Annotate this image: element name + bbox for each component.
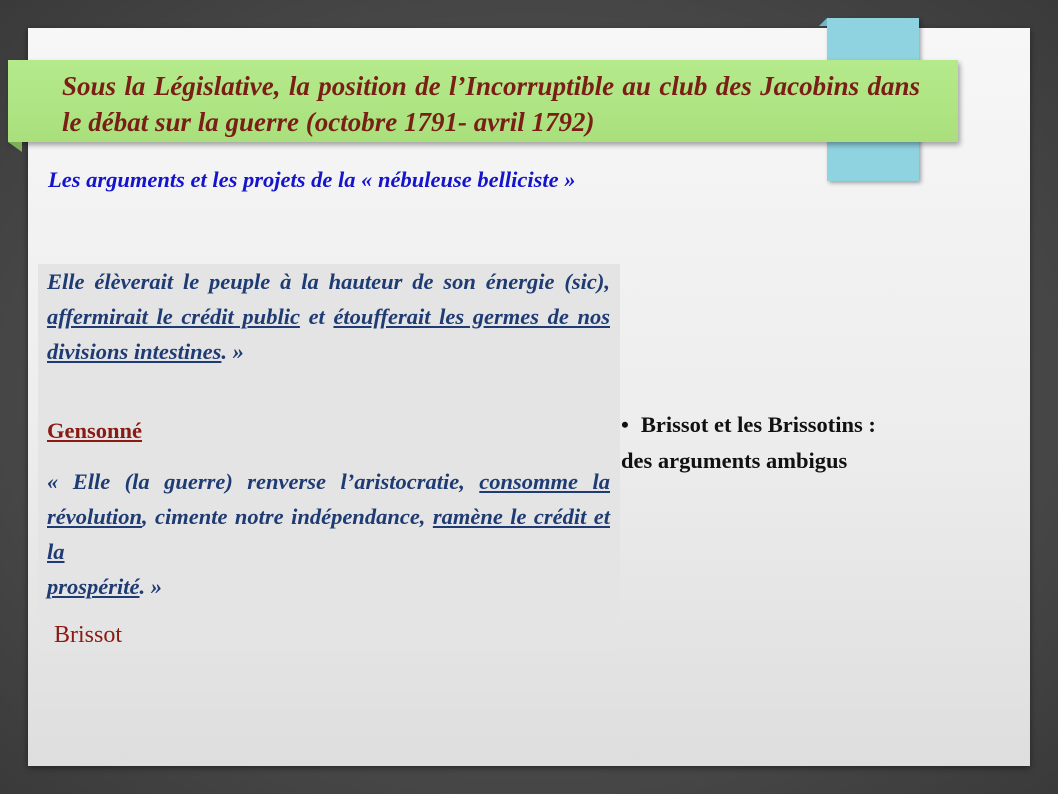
bullet-dot-icon: • — [621, 412, 629, 437]
bullet-line-1-text: Brissot et les Brissotins : — [640, 412, 876, 437]
quote-brissot-end — [47, 569, 610, 604]
bullet-point — [621, 407, 981, 479]
slide-title: Sous la Législative, la position de l’Incorruptible au club des Jacobins dans le débat sur la guerre (octobre 1791- avril 1792) — [62, 71, 920, 137]
speaker-brissot: Brissot — [54, 622, 123, 648]
bullet-line-2: des arguments ambigus — [621, 448, 848, 473]
quote-gensonne-underlined-2: étoufferait les germes de nos divisions intestines — [47, 304, 610, 364]
quote-gensonne — [47, 264, 610, 369]
quote-brissot-underlined-1: consomme la révolution — [47, 469, 610, 529]
slide-subtitle: Les arguments et les projets de la « nébuleuse belliciste » — [48, 167, 576, 192]
speaker-gensonne: Gensonné — [47, 418, 143, 443]
quote-gensonne-text-2: et — [299, 304, 334, 329]
quote-brissot-text-2: , cimente notre indépendance, — [142, 504, 433, 529]
quote-brissot-text-3: . » — [139, 574, 162, 599]
quote-gensonne-underlined-1: affermirait le crédit public — [47, 304, 300, 329]
quote-brissot — [47, 464, 610, 569]
quote-brissot-underlined-3: prospérité — [47, 574, 140, 599]
quote-brissot-underlined-2: ramène le crédit et la — [47, 504, 610, 564]
quote-brissot-text-1: « Elle (la guerre) renverse l’aristocratie, — [47, 469, 480, 494]
title-banner — [8, 60, 958, 142]
quote-gensonne-text-3: . » — [221, 339, 244, 364]
bullet-line-1 — [621, 407, 981, 443]
quote-box — [38, 264, 620, 650]
quote-gensonne-text-1: Elle élèverait le peuple à la hauteur de son énergie (sic), — [47, 269, 610, 294]
